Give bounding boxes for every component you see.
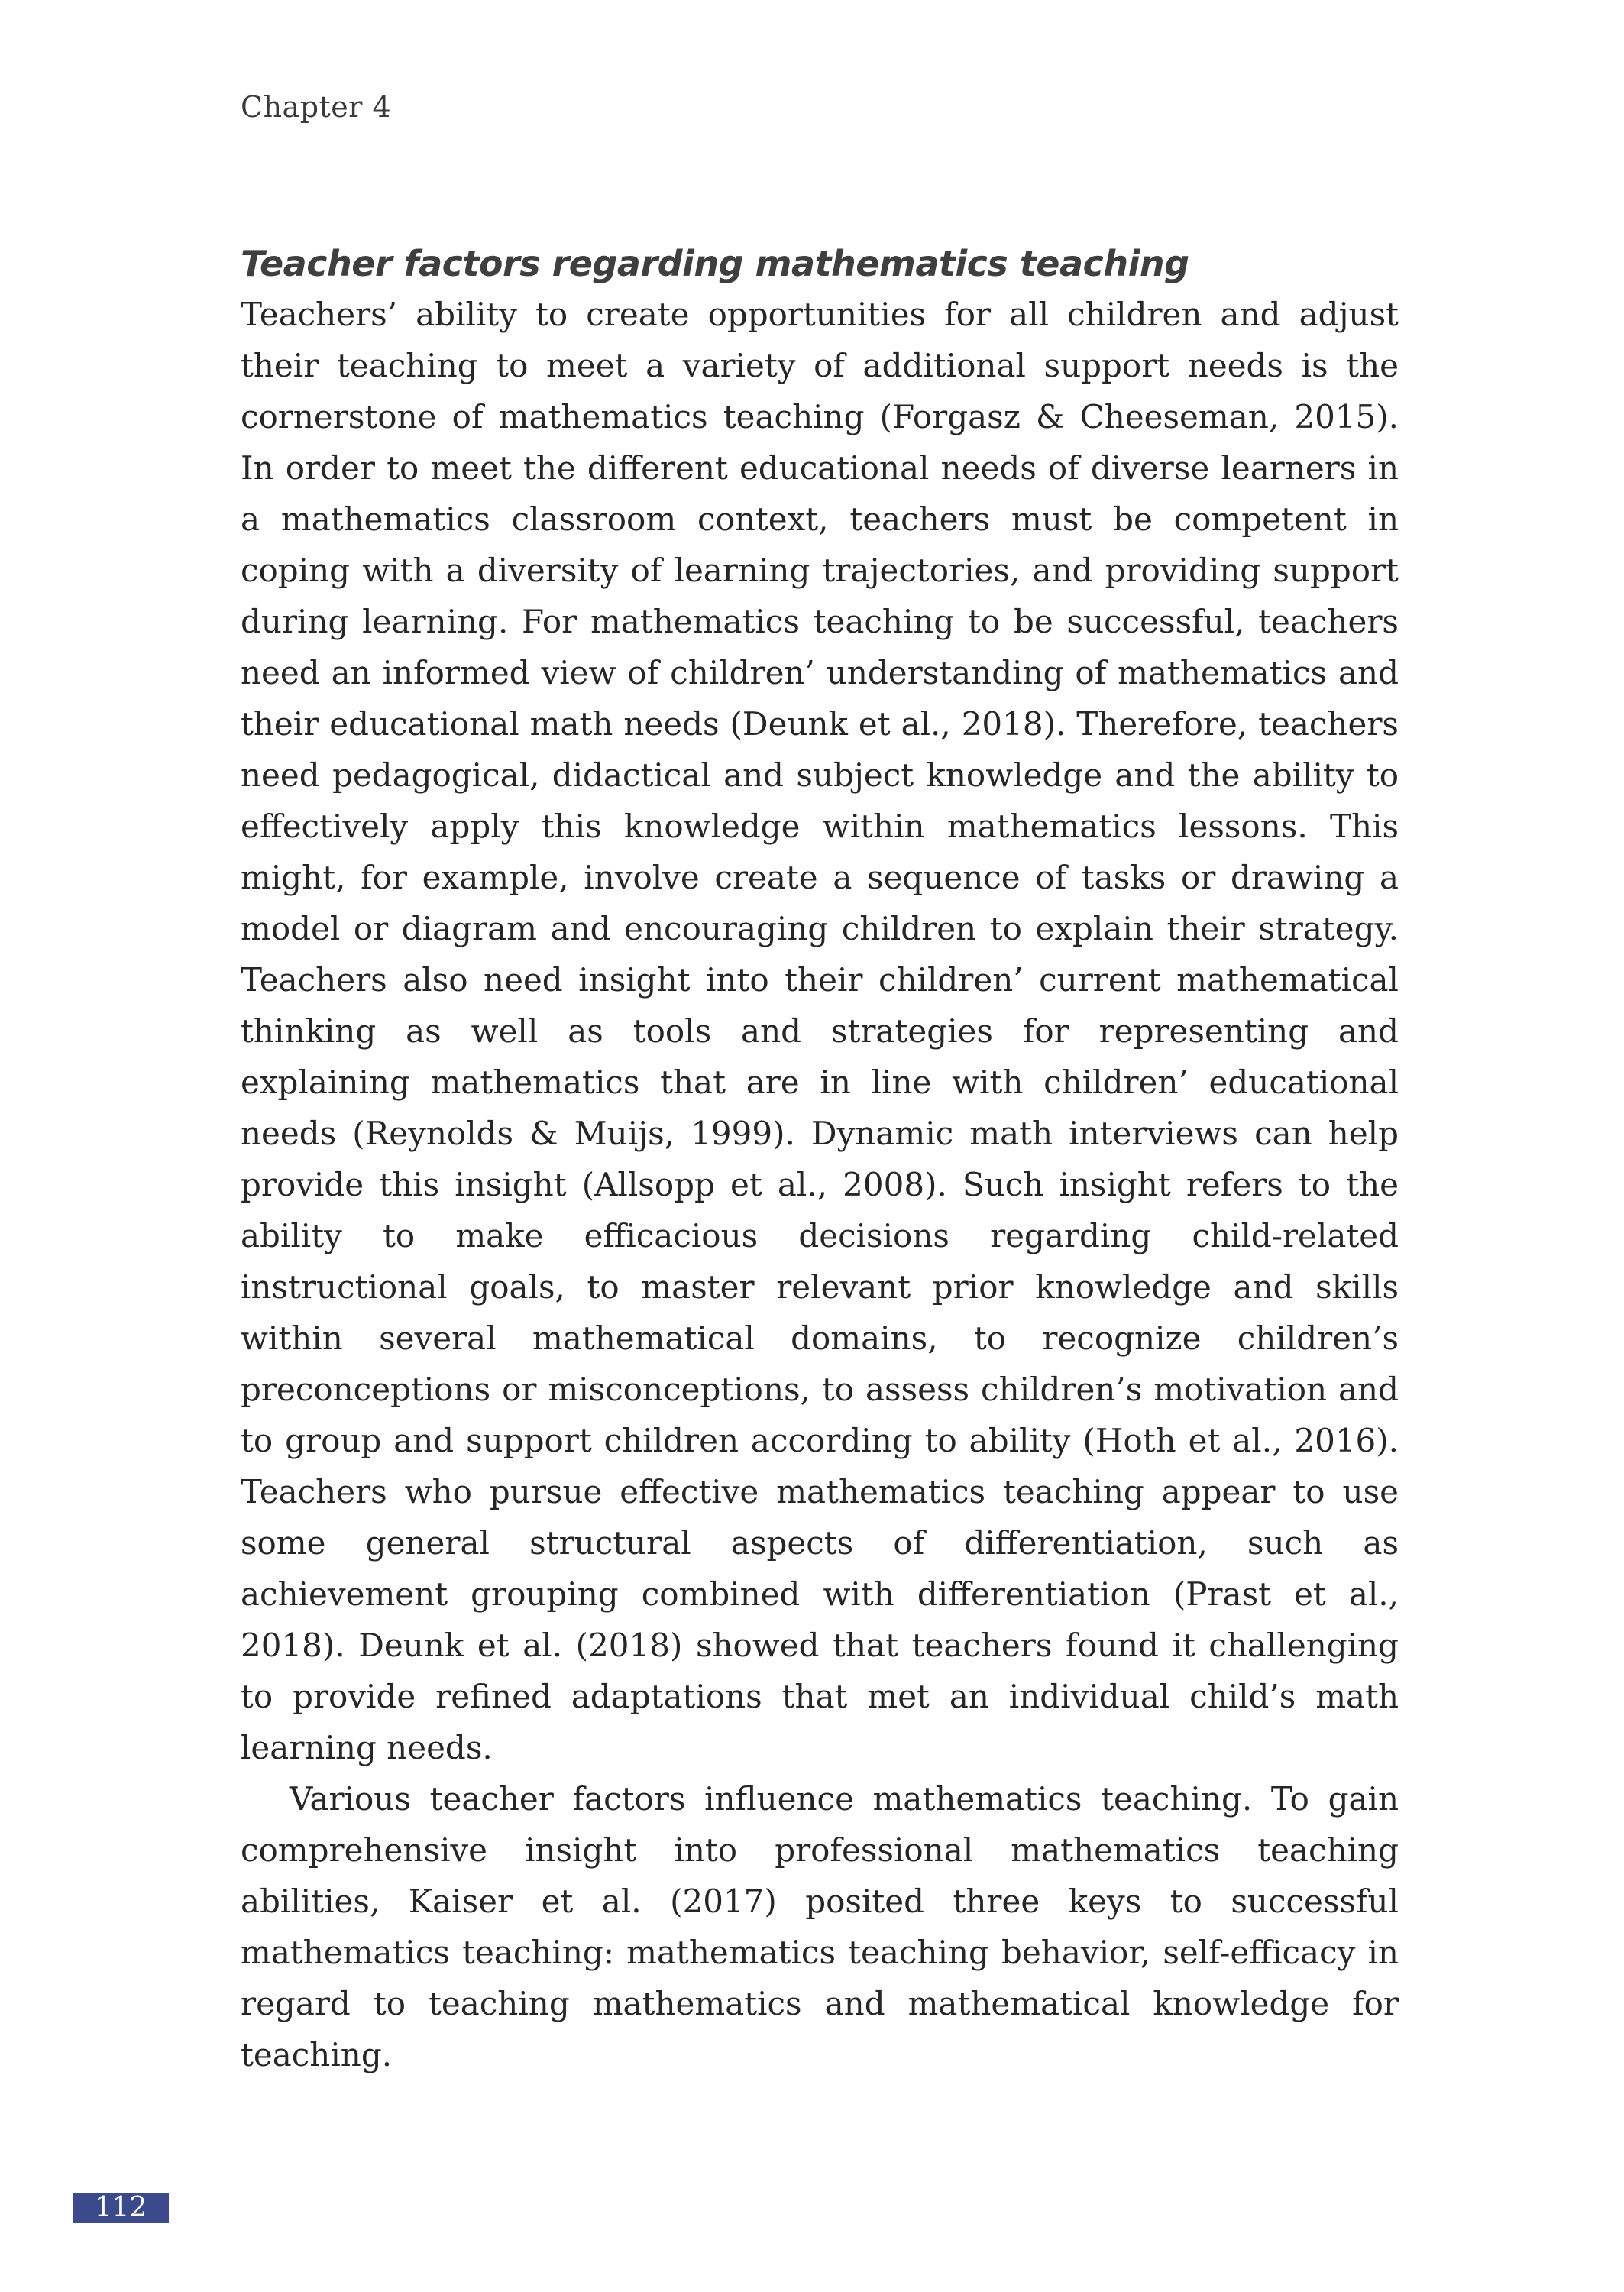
running-head: Chapter 4 (241, 90, 392, 124)
page-number-badge: 112 (73, 2193, 169, 2223)
section-heading: Teacher factors regarding mathematics teaching (241, 243, 1189, 284)
main-content (241, 238, 1399, 2080)
body-paragraph-2: Various teacher factors influence mathematics teaching. To gain comprehensive insight into professional mathematics teaching abilities, Kaiser et al. (2017) posited three keys to successful mathematics teaching: mathematics teaching behavior, self-efficacy in regard to teaching mathematics and mathematical knowledge for teaching. (241, 1780, 1399, 2073)
body-paragraph-1: Teachers’ ability to create opportunities for all children and adjust their teaching to meet a variety of additional support needs is the cornerstone of mathematics teaching (Forgasz & Cheeseman, 2015). In order to meet the different educational needs of diverse learners in a mathematics classroom context, teachers must be competent in coping with a diversity of learning trajectories, and providing support during learning. For mathematics teaching to be successful, teachers need an informed view of children’ understanding of mathematics and their educational math needs (Deunk et al., 2018). Therefore, teachers need pedagogical, didactical and subject knowledge and the ability to effectively apply this knowledge within mathematics lessons. This might, for example, involve create a sequence of tasks or drawing a model or diagram and encouraging children to explain their strategy. Teachers also need insight into their children’ current mathematical thinking as well as tools and strategies for representing and explaining mathematics that are in line with children’ educational needs (Reynolds & Muijs, 1999). Dynamic math interviews can help provide this insight (Allsopp et al., 2008). Such insight refers to the ability to make efficacious decisions regarding child-related instructional goals, to master relevant prior knowledge and skills within several mathematical domains, to recognize children’s preconceptions or misconceptions, to assess children’s motivation and to group and support children according to ability (Hoth et al., 2016). Teachers who pursue effective mathematics teaching appear to use some general structural aspects of differentiation, such as achievement grouping combined with differentiation (Prast et al., 2018). Deunk et al. (2018) showed that teachers found it challenging to provide refined adaptations that met an individual child’s math learning needs. (241, 296, 1399, 1766)
